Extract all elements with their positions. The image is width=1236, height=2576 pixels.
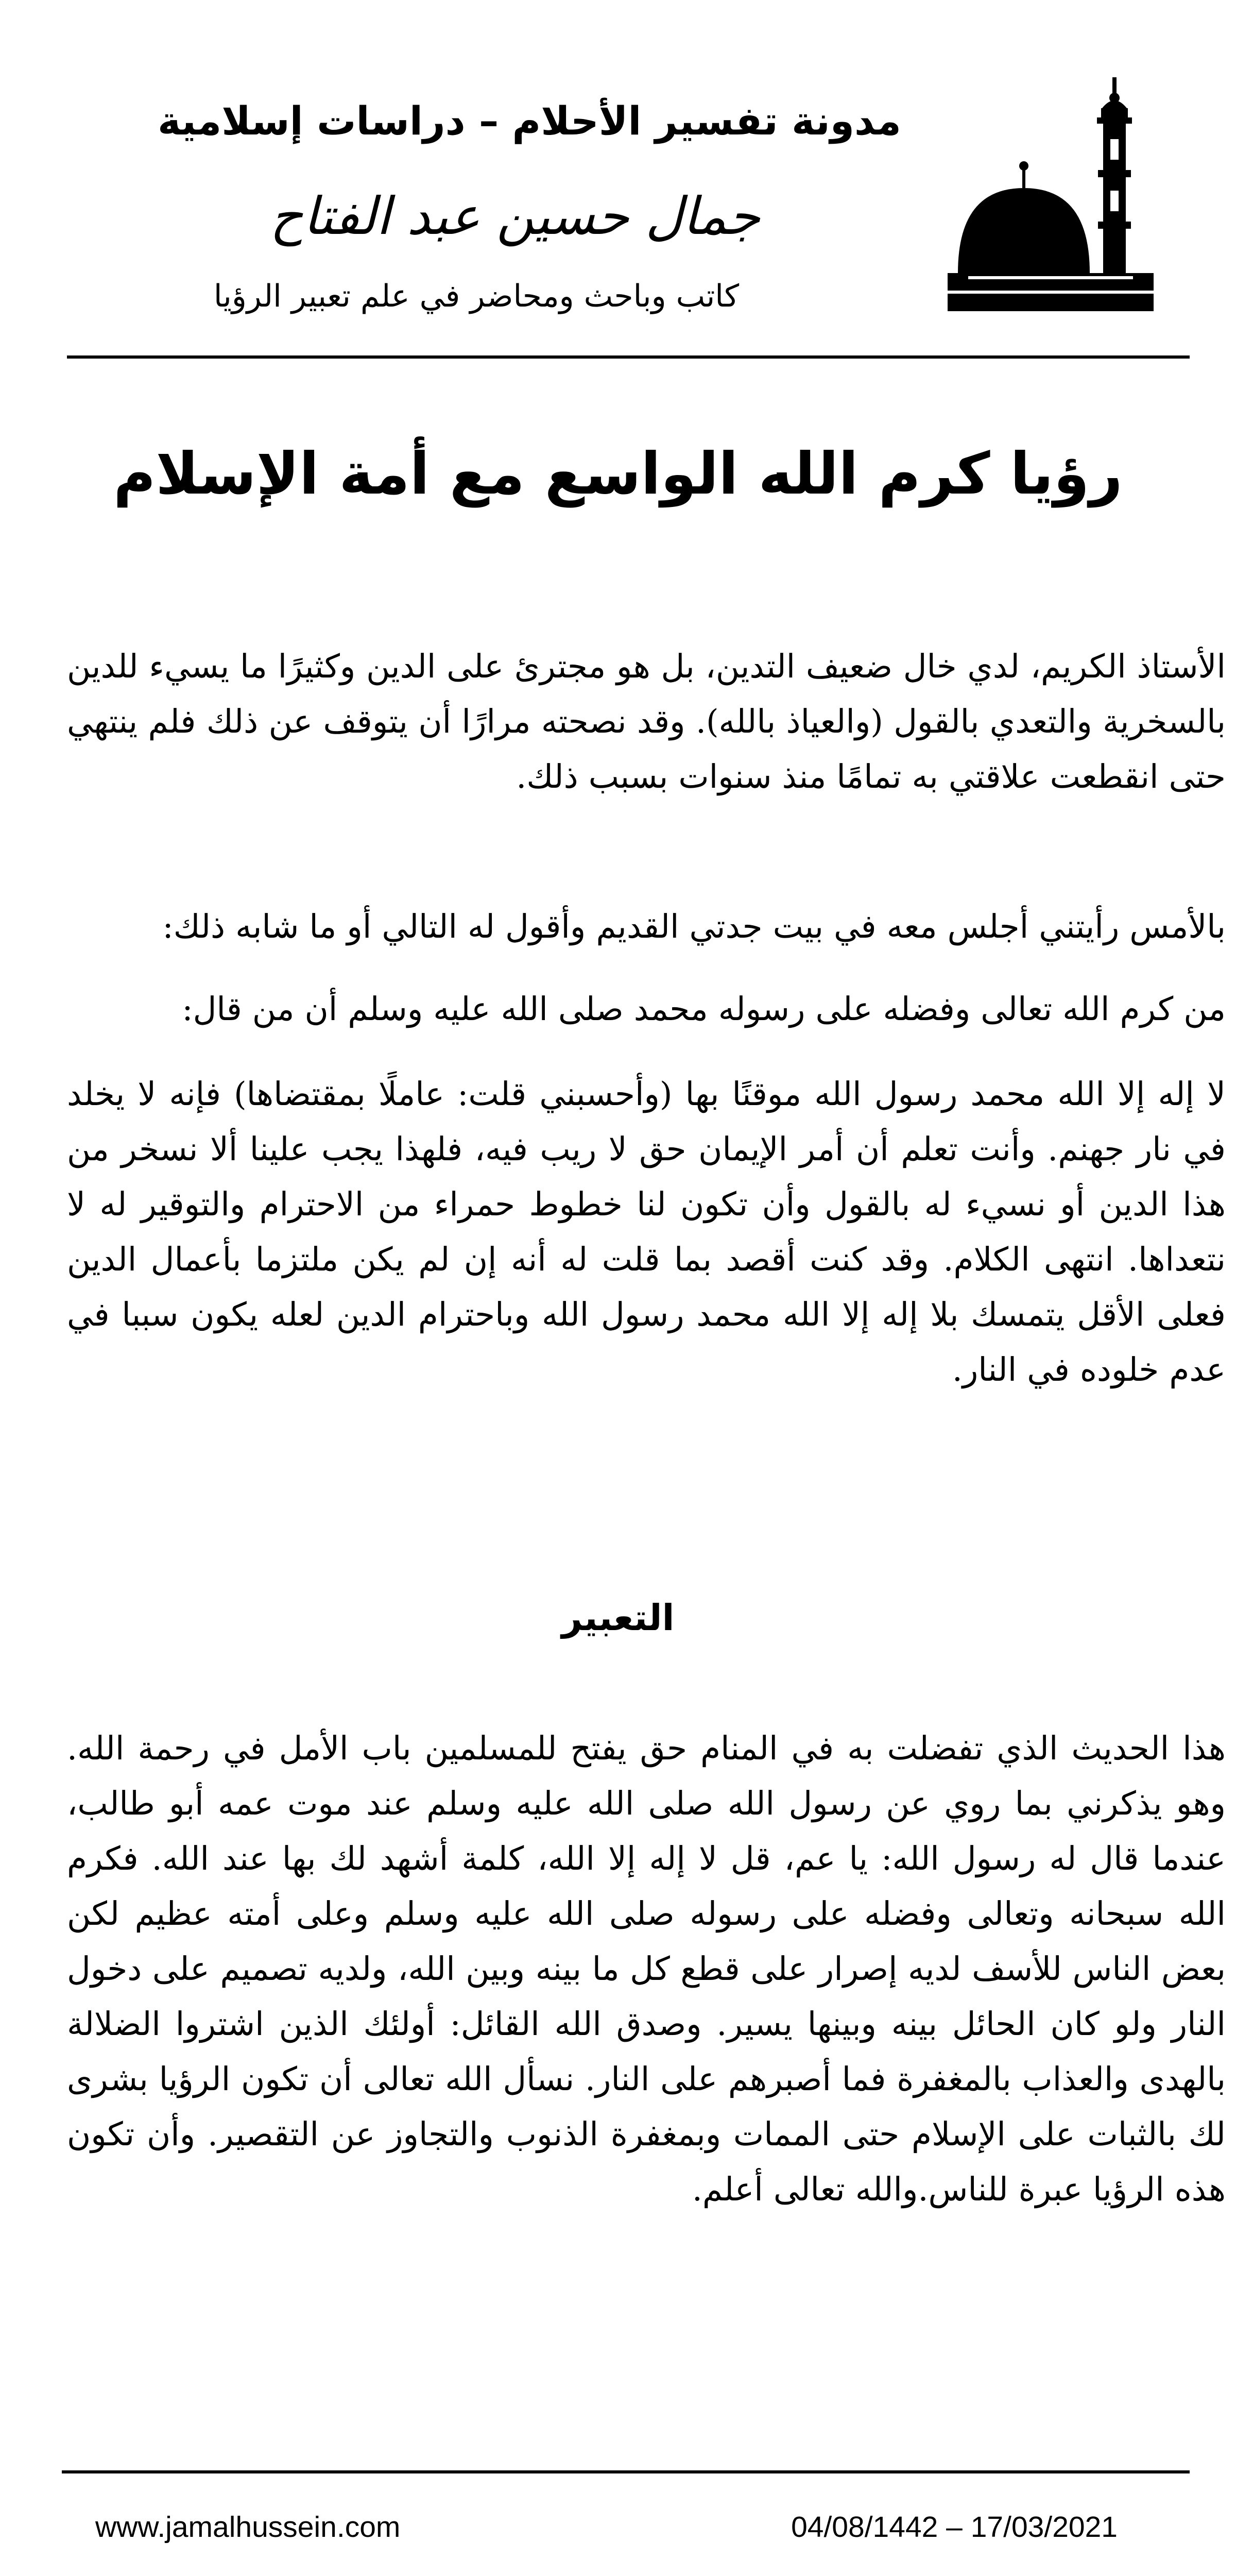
author-signature: جمال حسين عبد الفتاح	[270, 186, 760, 246]
mosque-icon	[948, 77, 1164, 325]
blog-title: مدونة تفسير الأحلام – دراسات إسلامية	[158, 98, 901, 144]
publish-date: 04/08/1442 – 17/03/2021	[791, 2511, 1118, 2544]
interpretation-paragraph: هذا الحديث الذي تفضلت به في المنام حق يفتح للمسلمين باب الأمل في رحمة الله. وهو يذكرني بما روي عن رسول الله صلى الله عليه وسلم عند موت عمه أبو طالب، عندما قال له رسول الله: يا عم، قل لا إله إلا الله، كلمة أشهد لك بها عند الله. فكرم الله سبحانه وتعالى وفضله على رسوله صلى الله عليه وسلم وعلى أمته عظيم لكن بعض الناس للأسف لديه إصرار على قطع كل ما بينه وبين الله، ولديه تصميم على دخول النار ولو كان الحائل بينه وبينها يسير. وصدق الله القائل: أولئك الذين اشتروا الضلالة بالهدى والعذاب بالمغفرة فما أصبرهم على النار. نسأل الله تعالى أن تكون الرؤيا بشرى لك بالثبات على الإسلام حتى الممات وبمغفرة الذنوب والتجاوز عن التقصير. وأن تكون هذه الرؤيا عبرة للناس.والله تعالى أعلم.	[67, 1730, 1226, 2208]
dream-content-paragraph: لا إله إلا الله محمد رسول الله موقنًا بها (وأحسبني قلت: عاملًا بمقتضاها) فإنه لا يخلد في نار جهنم. وأنت تعلم أن أمر الإيمان حق لا ريب فيه، فلهذا يجب علينا ألا نسخر من هذا الدين أو نسيء له بالقول وأن تكون لنا خطوط حمراء من الاحترام والتوقير له لا نتعداها. انتهى الكلام. وقد كنت أقصد بما قلت له أنه إن لم يكن ملتزما بأعمال الدين فعلى الأقل يتمسك بلا إله إلا الله محمد رسول الله وباحترام الدين لعله يكون سببا في عدم خلوده في النار.	[67, 1075, 1226, 1388]
footer-divider	[62, 2470, 1190, 2473]
interpretation-heading: التعبير	[561, 1597, 675, 1639]
header-divider	[67, 355, 1190, 359]
website-link[interactable]: www.jamalhussein.com	[95, 2511, 401, 2544]
page-header	[0, 0, 1236, 371]
question-paragraph: الأستاذ الكريم، لدي خال ضعيف التدين، بل هو مجترئ على الدين وكثيرًا ما يسيء للدين بالسخرية والتعدي بالقول (والعياذ بالله). وقد نصحته مرارًا أن يتوقف عن ذلك فلم ينتهي حتى انقطعت علاقتي به تمامًا منذ سنوات بسبب ذلك.	[67, 648, 1226, 795]
article-title: رؤيا كرم الله الواسع مع أمة الإسلام	[113, 440, 1123, 507]
dream-statement-paragraph: من كرم الله تعالى وفضله على رسوله محمد صلى الله عليه وسلم أن من قال:	[182, 990, 1226, 1028]
author-description: كاتب وباحث ومحاضر في علم تعبير الرؤيا	[213, 278, 740, 314]
dream-intro-paragraph: بالأمس رأيتني أجلس معه في بيت جدتي القديم وأقول له التالي أو ما شابه ذلك:	[162, 908, 1226, 945]
